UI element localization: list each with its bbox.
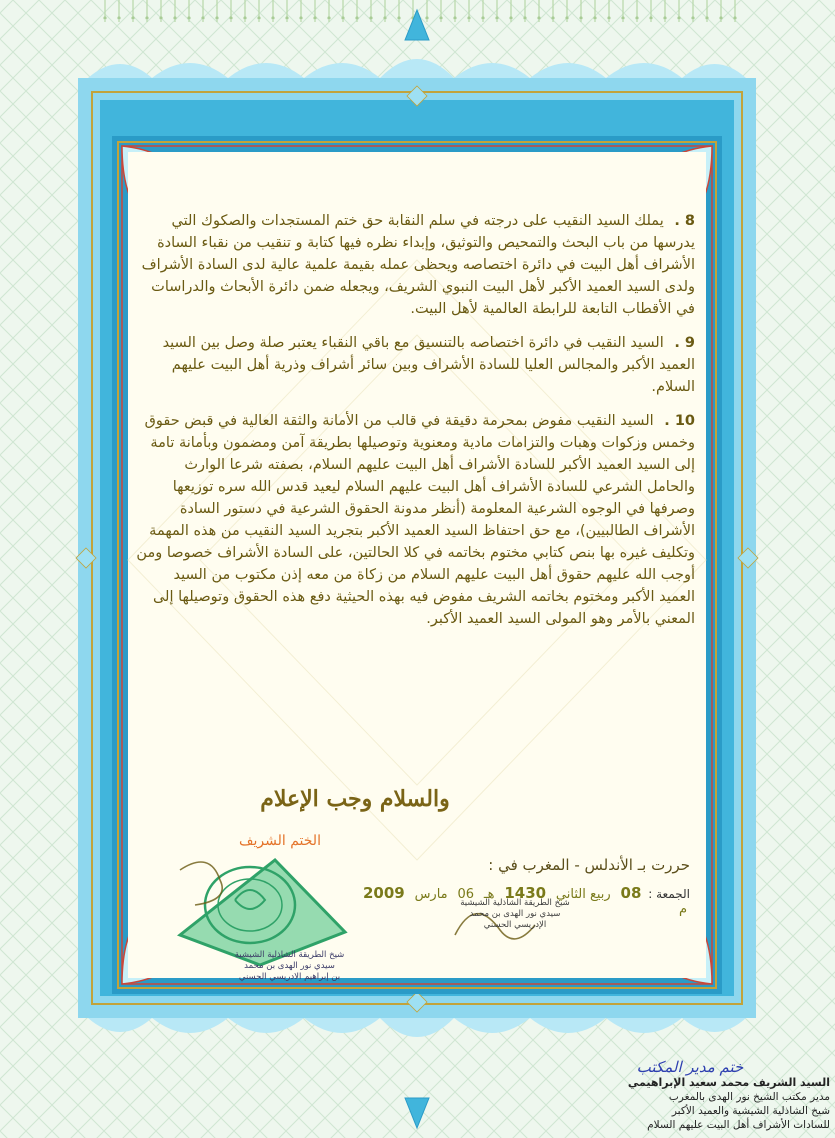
stamp-line: الإدريسي الحسني	[483, 920, 547, 930]
document-body	[135, 210, 695, 642]
footer-block	[565, 1076, 830, 1132]
stamp-left	[212, 950, 367, 983]
footer-line: للسادات الأشراف أهل البيت عليهم السلام	[647, 1119, 830, 1131]
date-label: الجمعة :	[648, 887, 690, 901]
stamp-line: بن إبراهيم الادريسي الحسني	[238, 972, 341, 982]
item-number: 8 .	[674, 213, 695, 229]
item-text: السيد النقيب مفوض بمحرمة دقيقة في قالب من الأمانة والثقة العالية في قبض حقوق وخمس وزكوات وهبات والتزامات مادية ومعنوية وتوصيلها بطريقة آمن ومضمون وبأمانة تامة إلى السيد العميد الأكبر للسادة الأشراف أهل البيت عليهم السلام، بصفته شرعا الوارث والحامل الشرعي للسادة الأشراف أهل البيت عليهم السلام ليعيد قدس الله سره توزيعها وصرفها في الوجوه الشرعية المعلومة (أنظر مدونة الحقوق الشرعية في دستور السادة الأشراف الطالبيين)، مع حق احتفاظ السيد العميد الأكبر بتجريد السيد النقيب من هذه المهمة وتكليف غيره بها بنص كتابي مختوم بخاتمه في كلا الحالتين، على السادة الأشراف خصوصا ومن أوجب الله عليهم حقوق أهل البيت عليهم السلام من زكاة من معه إذن مكتوب من السيد العميد الأكبر ومختوم بخاتمه الشريف مفوض فيه بهذه الحيثية دفع هذه الحقوق وتوصيلها إلى المعني بالأمر وهو المولى السيد العميد الأكبر.	[136, 413, 695, 627]
signature: ختم مدير المكتب	[636, 1058, 744, 1076]
item-number: 10 .	[664, 413, 695, 429]
seal-caption: الختم الشريف	[239, 833, 321, 849]
date-greg-year: 2009	[362, 884, 405, 902]
stamp-right	[455, 898, 575, 931]
stamp-line: سيدي نور الهدى بن محمد	[469, 909, 561, 919]
stamp-line: شيخ الطريقة الشاذلية الشيشية	[234, 950, 345, 960]
place-line: حررت بـ الأندلس - المغرب في :	[488, 856, 690, 874]
date-greg-day: 06	[457, 887, 475, 902]
item-9	[135, 332, 695, 398]
item-10	[135, 410, 695, 630]
date-greg-suffix: م	[678, 902, 687, 917]
item-text: السيد النقيب في دائرة اختصاصه بالتنسيق مع باقي النقباء يعتبر صلة وصل بين السيد العميد الأكبر والمجالس العليا للسادة الأشراف وبين سائر أشراف وذرية أهل البيت عليهم السلام.	[162, 335, 695, 395]
date-hijri-year: 1430	[504, 884, 547, 902]
footer-line: شيخ الشاذلية الشيشية والعميد الأكبر	[671, 1105, 830, 1117]
date-greg-month: مارس	[414, 887, 448, 902]
footer-line: مدير مكتب الشيخ نور الهدى بالمغرب	[668, 1091, 830, 1103]
date-hijri-month: ربيع الثاني	[555, 887, 611, 902]
stamp-line: شيخ الطريقة الشاذلية الشيشية	[460, 898, 570, 908]
date-hijri-suffix: هـ	[483, 887, 495, 902]
item-8	[135, 210, 695, 320]
item-number: 9 .	[674, 335, 695, 351]
closing-salutation: والسلام وجب الإعلام	[260, 786, 450, 812]
item-text: يملك السيد النقيب على درجته في سلم النقابة حق ختم المستجدات والصكوك التي يدرسها من باب البحث والتمحيص والتوثيق، وإبداء نظره فيها كتابة و تنقيب من نقباء السادة الأشراف أهل البيت في دائرة اختصاصه ويحظى عمله بقيمة علمية عالية لدى السادة الأشراف ولدى السيد العميد الأكبر لأهل البيت النبوي الشريف، ويجعله ضمن دائرة الأبحاث والدراسات في الأقطاب التابعة للرابطة العالمية لأهل البيت.	[141, 213, 695, 317]
stamp-line: سيدي نور الهدى بن محمد	[244, 961, 335, 971]
date-day: 08	[620, 884, 642, 902]
footer-name: السيد الشريف محمد سعيد الإبراهيمي	[627, 1076, 830, 1089]
